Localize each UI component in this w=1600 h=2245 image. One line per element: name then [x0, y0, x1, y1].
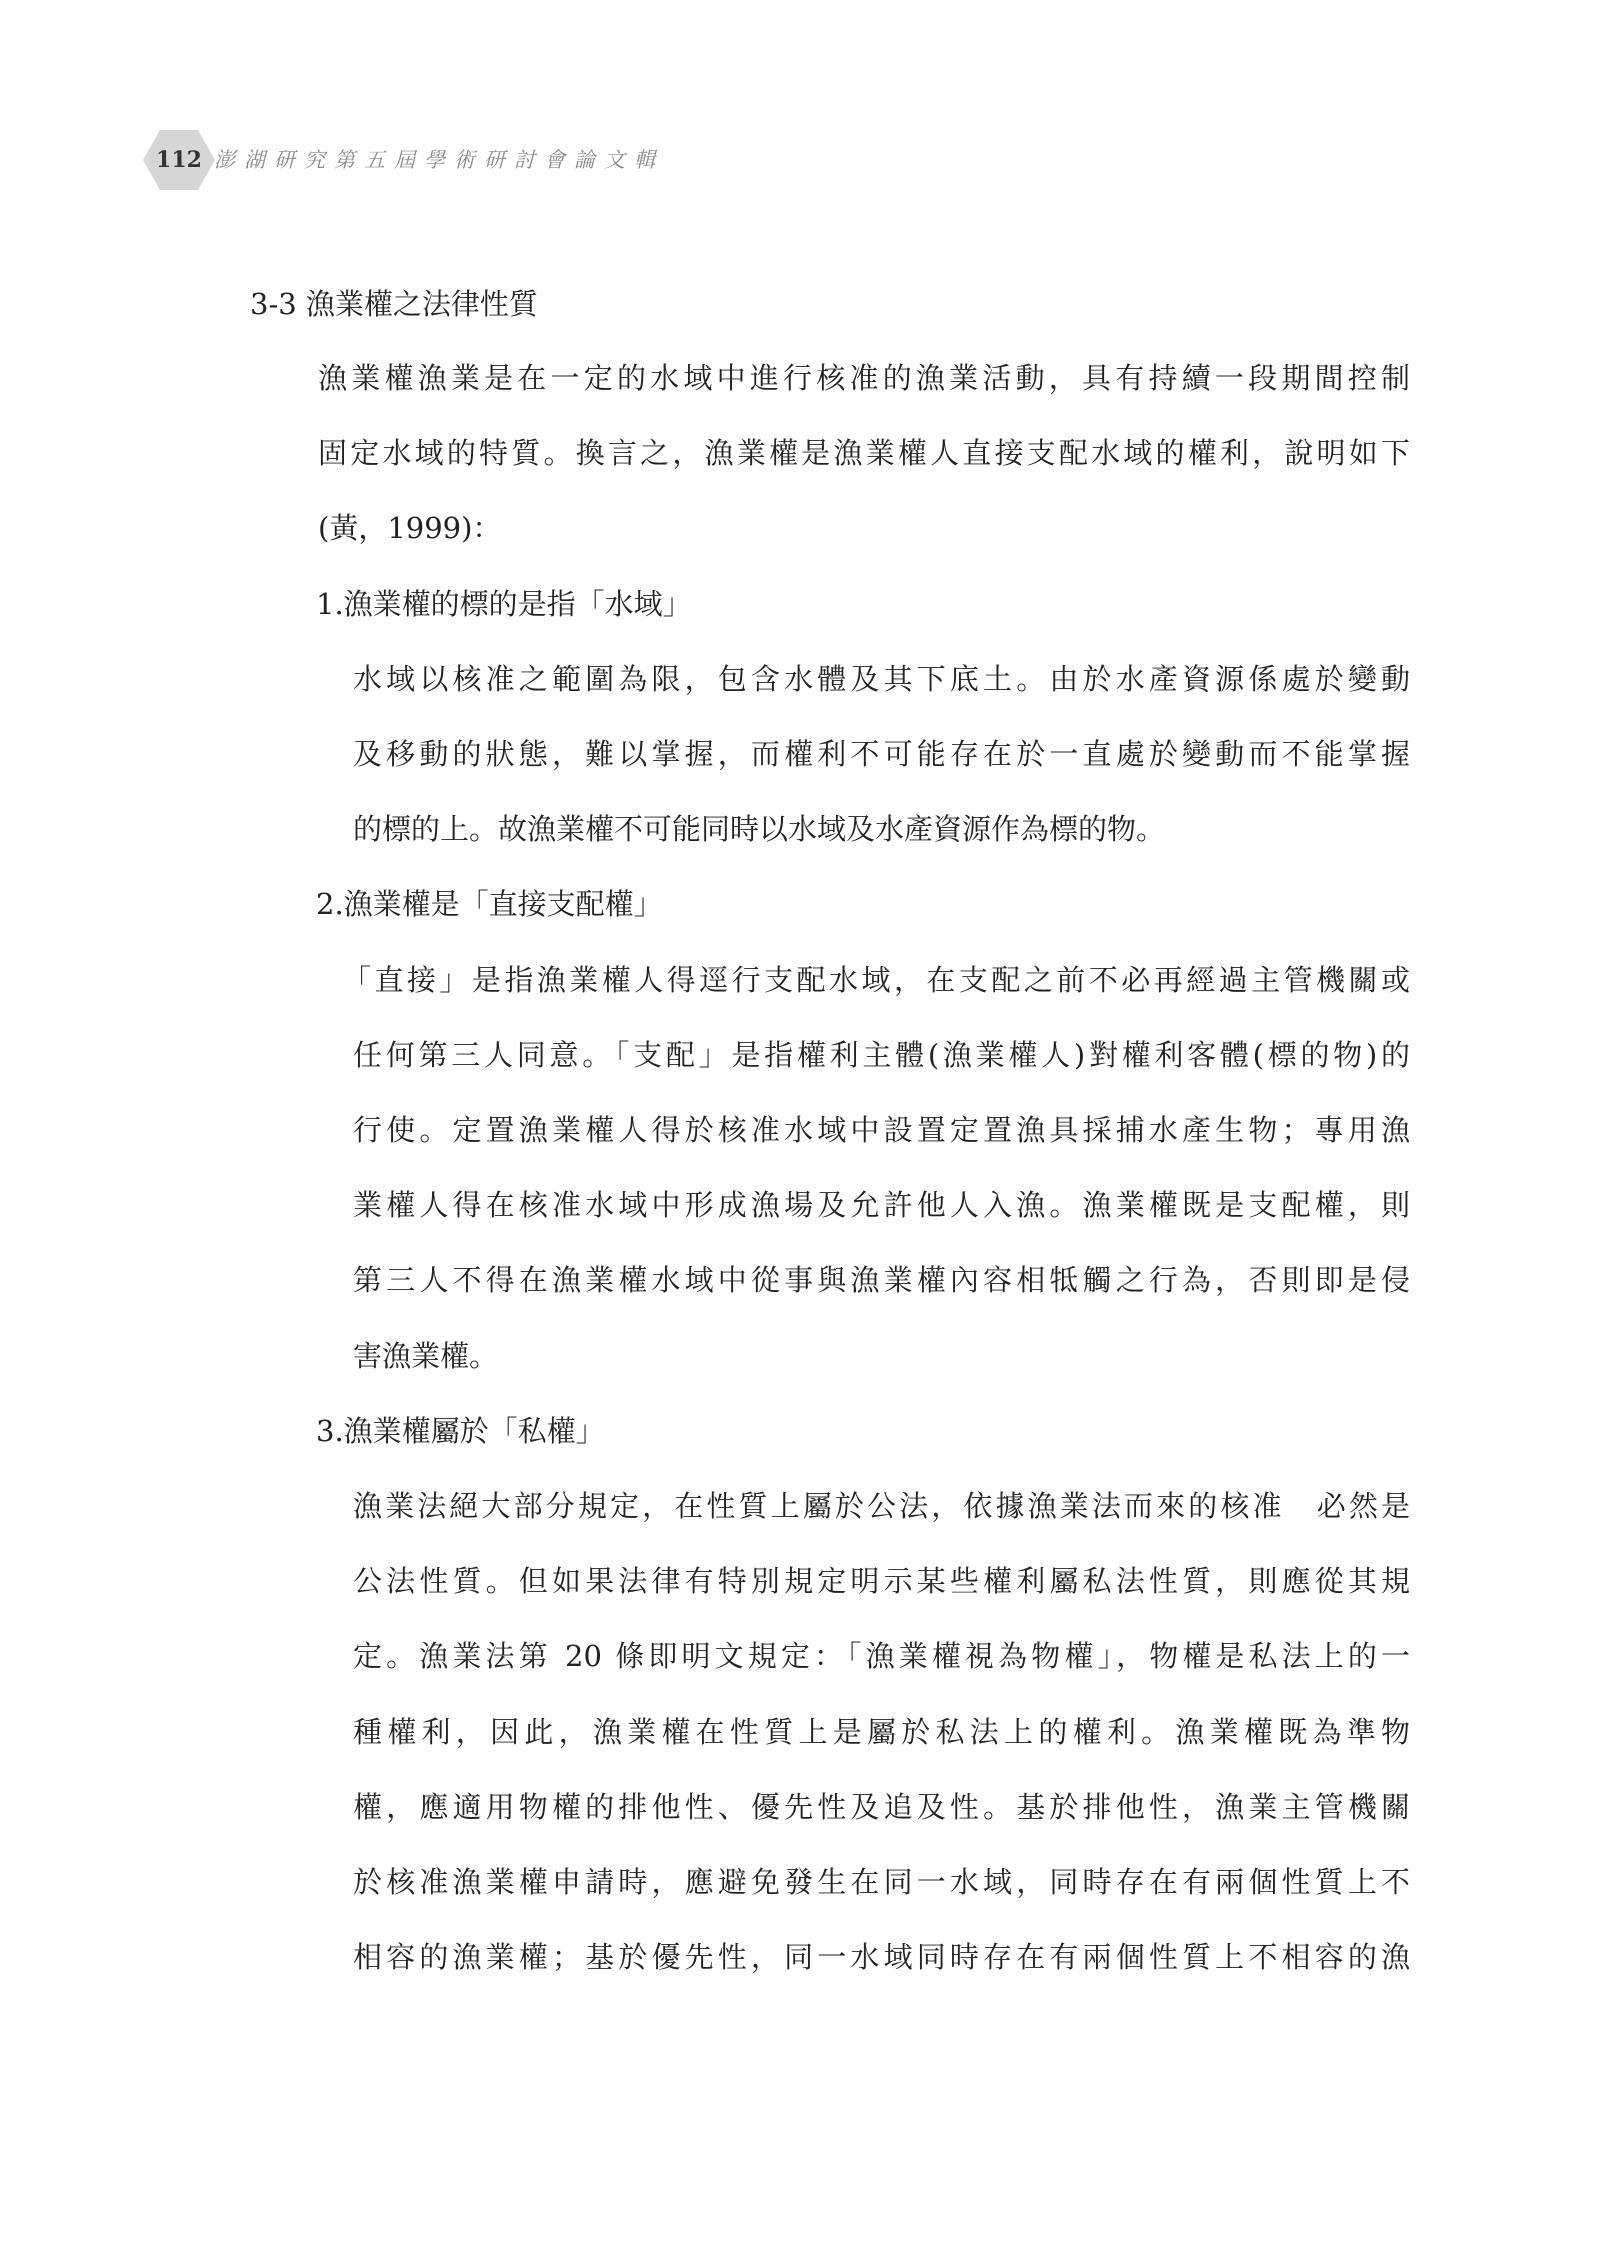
paragraph-line: 權，應適用物權的排他性、優先性及追及性。基於排他性，漁業主管機關 [353, 1789, 1410, 1824]
paragraph-line: 定。漁業法第 20 條即明文規定：「漁業權視為物權」，物權是私法上的一 [353, 1639, 1410, 1674]
page-number: 112 [156, 147, 202, 173]
paragraph-line: 漁業法絕大部分規定，在性質上屬於公法，依據漁業法而來的核准 必然是 [353, 1489, 1410, 1523]
document-body [250, 270, 1420, 1995]
paragraph-line: 第三人不得在漁業權水域中從事與漁業權內容相牴觸之行為，否則即是侵 [353, 1263, 1410, 1298]
paragraph-line: 種權利，因此，漁業權在性質上是屬於私法上的權利。漁業權既為準物 [353, 1714, 1410, 1749]
paragraph-line: 公法性質。但如果法律有特別規定明示某些權利屬私法性質，則應從其規 [353, 1564, 1410, 1599]
paragraph-line: 任何第三人同意。「支配」是指權利主體(漁業權人)對權利客體(標的物)的 [353, 1037, 1410, 1072]
paragraph-line: (黃，1999)： [318, 511, 502, 546]
page-number-badge [142, 128, 216, 192]
paragraph-line: 及移動的狀態，難以掌握，而權利不可能存在於一直處於變動而不能掌握 [353, 737, 1410, 771]
paragraph-line: 水域以核准之範圍為限，包含水體及其下底土。由於水產資源係處於變動 [353, 661, 1410, 696]
paragraph-line: 業權人得在核准水域中形成漁場及允許他人入漁。漁業權既是支配權，則 [353, 1188, 1410, 1223]
list-item-heading: 1.漁業權的標的是指「水域」 [316, 586, 692, 621]
paragraph-line: 相容的漁業權；基於優先性，同一水域同時存在有兩個性質上不相容的漁 [353, 1940, 1410, 1975]
paragraph-line: 漁業權漁業是在一定的水域中進行核准的漁業活動，具有持續一段期間控制 [318, 361, 1410, 395]
paragraph-line: 行使。定置漁業權人得於核准水域中設置定置漁具採捕水產生物；專用漁 [353, 1113, 1410, 1147]
intro-paragraph [250, 341, 1410, 567]
list-item-heading: 3.漁業權屬於「私權」 [316, 1413, 605, 1448]
list-item-body [353, 642, 1410, 868]
running-title: 澎湖研究第五屆學術研討會論文輯 [214, 148, 664, 172]
paragraph-line: 害漁業權。 [353, 1338, 499, 1373]
paragraph-line: 「直接」是指漁業權人得逕行支配水域，在支配之前不必再經過主管機關或 [342, 962, 1410, 997]
paragraph-line: 於核准漁業權申請時，應避免發生在同一水域，同時存在有兩個性質上不 [353, 1865, 1410, 1900]
section-heading: 3-3 漁業權之法律性質 [250, 287, 538, 321]
list-item-body [353, 1469, 1410, 1995]
list-item-body [342, 943, 1410, 1394]
paragraph-line: 的標的上。故漁業權不可能同時以水域及水產資源作為標的物。 [353, 812, 1166, 847]
paragraph-line: 固定水域的特質。換言之，漁業權是漁業權人直接支配水域的權利，說明如下 [318, 436, 1410, 471]
list-item-heading: 2.漁業權是「直接支配權」 [316, 887, 663, 922]
